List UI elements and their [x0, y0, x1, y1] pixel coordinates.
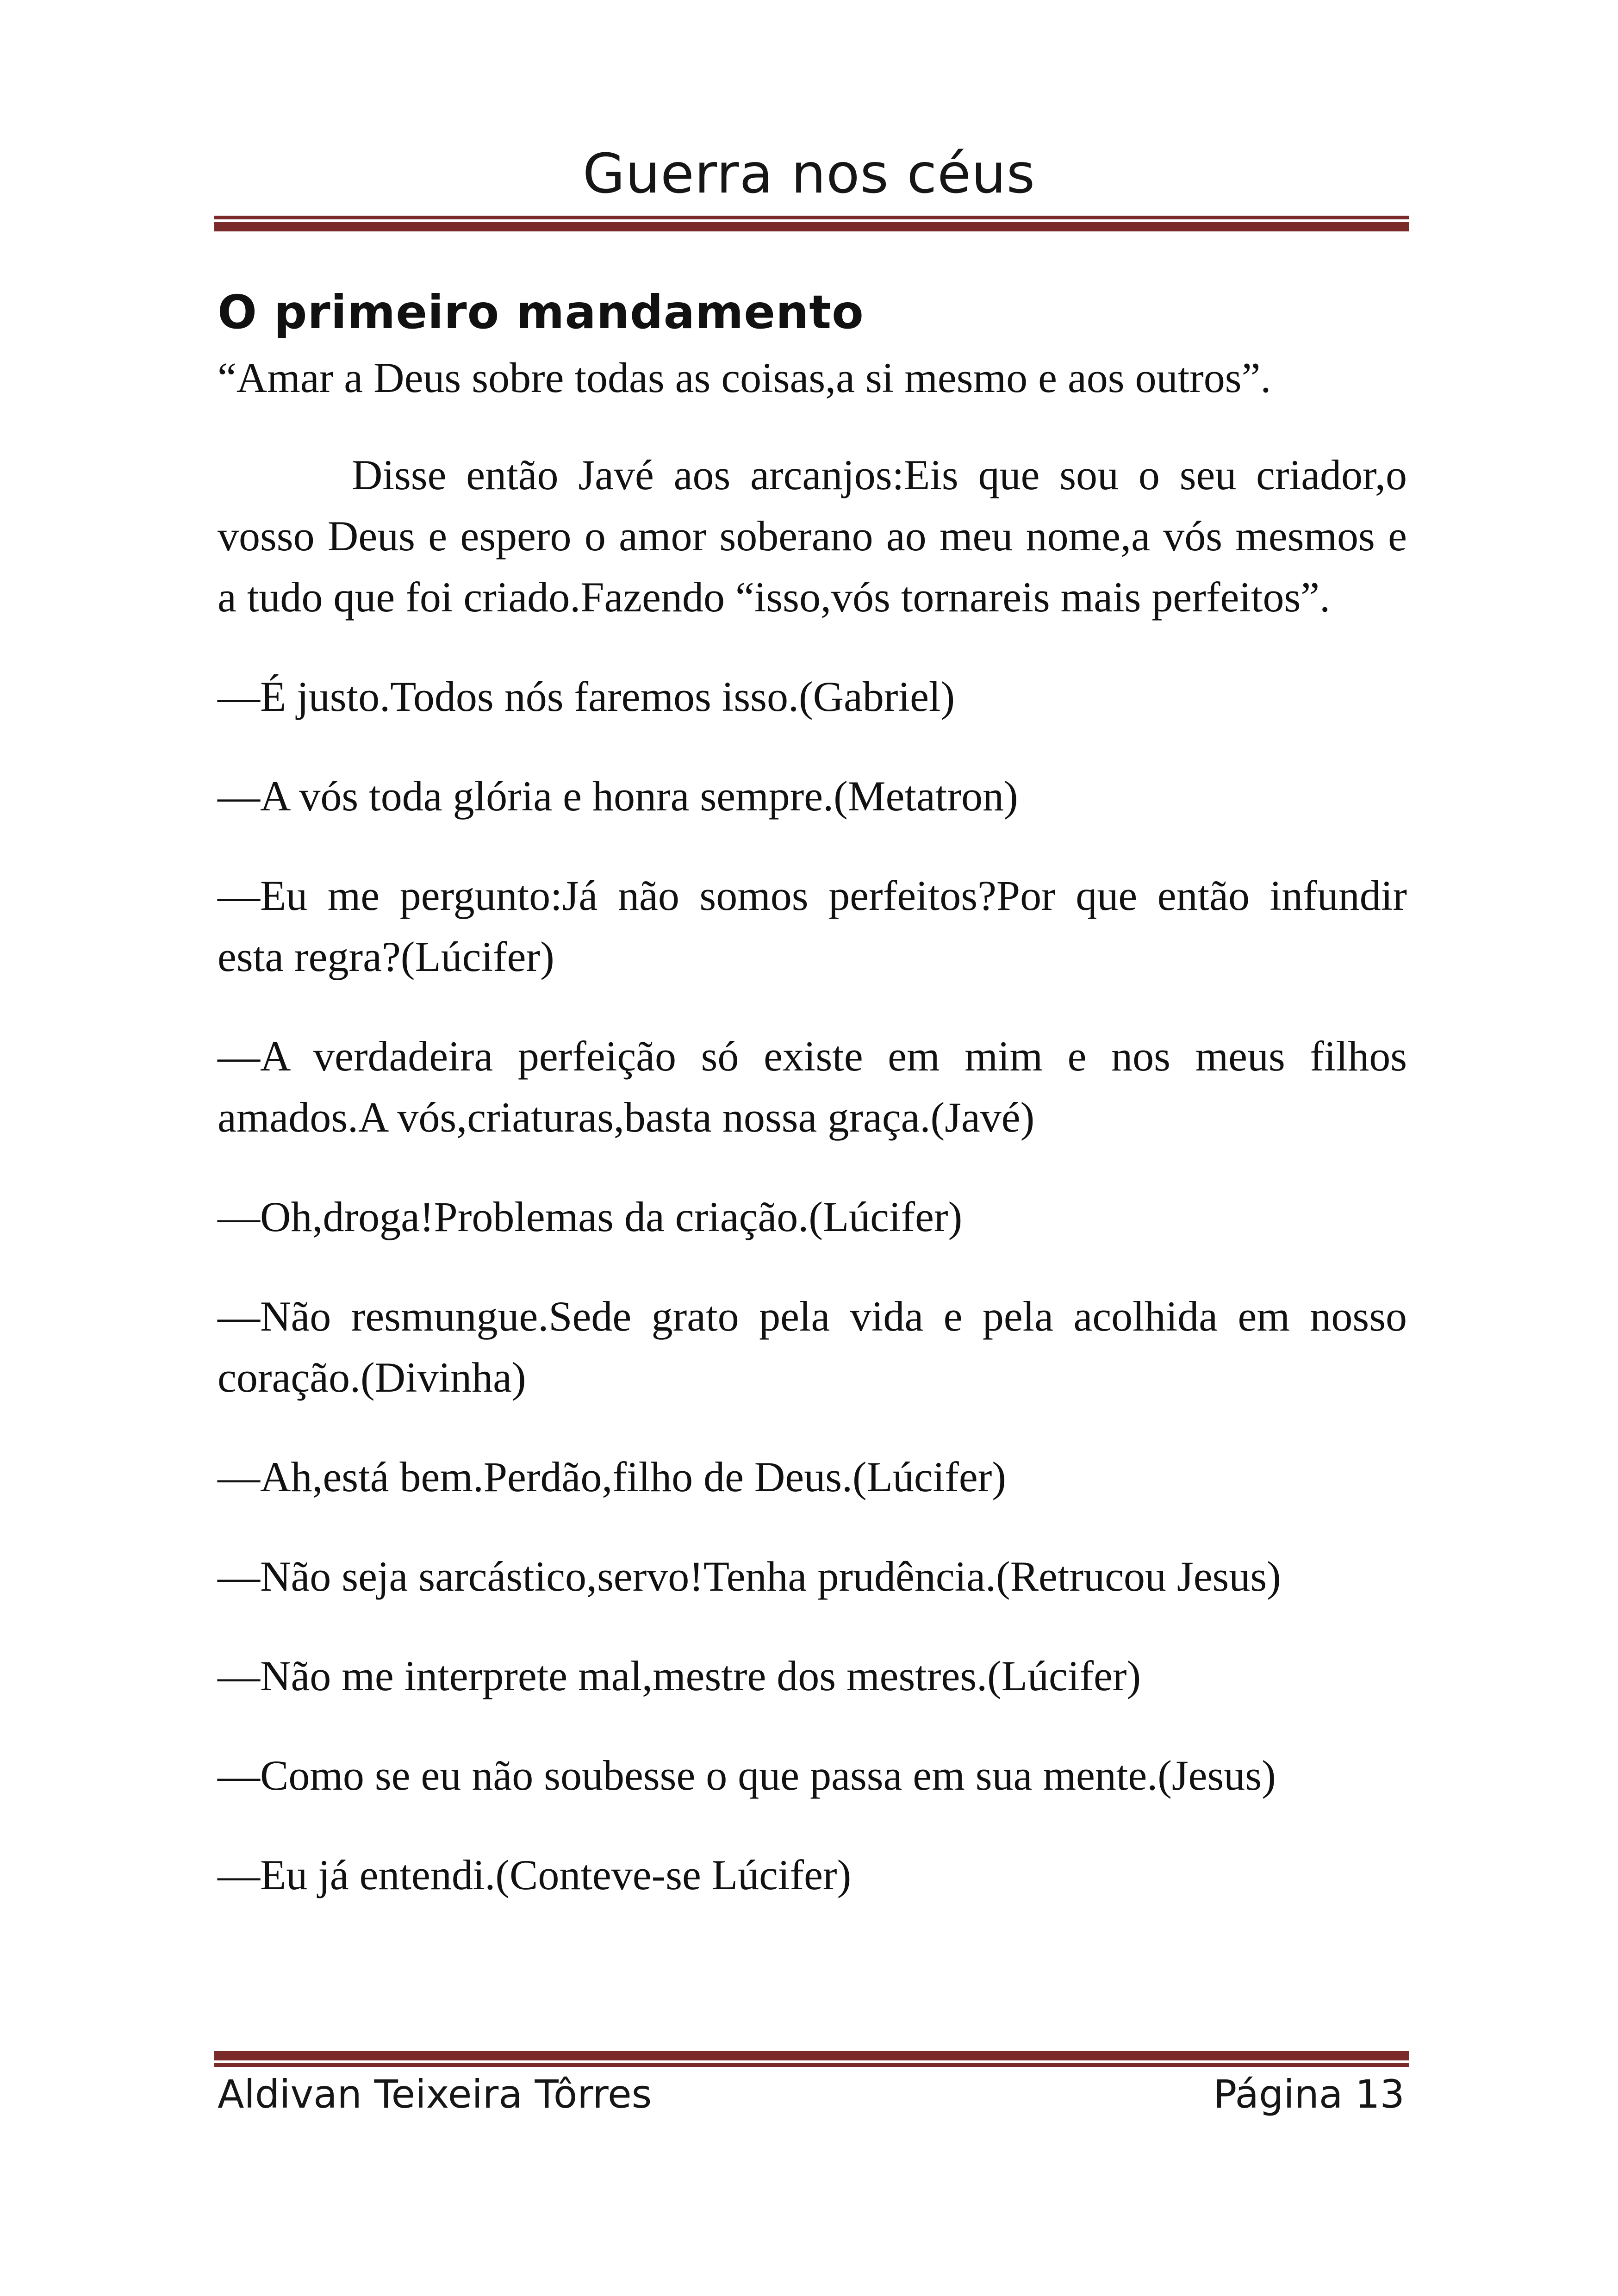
dialogue-line: —A verdadeira perfeição só existe em mim e nos meus filhos amados.A vós,criaturas,basta nossa graça.(Javé): [218, 1033, 1407, 1141]
footer-author: Aldivan Teixeira Tôrres: [218, 2072, 652, 2117]
epigraph-quote: “Amar a Deus sobre todas as coisas,a si mesmo e aos outros”.: [218, 354, 1271, 401]
footer-page-number: Página 13: [1213, 2072, 1405, 2117]
header-rule-thin-line: [214, 216, 1409, 219]
dialogue-line: —Não me interprete mal,mestre dos mestres.(Lúcifer): [218, 1652, 1141, 1699]
dialogue-line: —Como se eu não soubesse o que passa em sua mente.(Jesus): [218, 1752, 1276, 1799]
page-body: [218, 278, 1407, 1944]
footer-rule-thick-line: [214, 2051, 1409, 2060]
footer-rule-thin-line: [214, 2063, 1409, 2067]
dialogue-line: —É justo.Todos nós faremos isso.(Gabriel): [218, 673, 955, 720]
header-rule: [214, 216, 1409, 231]
dialogue-line: —Eu já entendi.(Conteve-se Lúcifer): [218, 1851, 852, 1898]
section-heading: O primeiro mandamento: [218, 285, 864, 339]
dialogue-line: —Eu me pergunto:Já não somos perfeitos?Por que então infundir esta regra?(Lúcifer): [218, 872, 1407, 980]
dialogue-line: —Não resmungue.Sede grato pela vida e pela acolhida em nosso coração.(Divinha): [218, 1293, 1407, 1401]
running-header-title: Guerra nos céus: [582, 142, 1036, 205]
intro-paragraph: Disse então Javé aos arcanjos:Eis que sou o seu criador,o vosso Deus e espero o amor soberano ao meu nome,a vós mesmos e a tudo que foi criado.Fazendo “isso,vós tornareis mais perfeitos”.: [218, 451, 1407, 621]
footer-rule: [214, 2051, 1409, 2067]
dialogue-line: —A vós toda glória e honra sempre.(Metatron): [218, 772, 1018, 820]
dialogue-line: —Ah,está bem.Perdão,filho de Deus.(Lúcifer): [218, 1453, 1006, 1500]
dialogue-line: —Não seja sarcástico,servo!Tenha prudência.(Retrucou Jesus): [218, 1553, 1281, 1600]
dialogue-line: —Oh,droga!Problemas da criação.(Lúcifer): [218, 1193, 963, 1240]
header-rule-thick-line: [214, 222, 1409, 231]
